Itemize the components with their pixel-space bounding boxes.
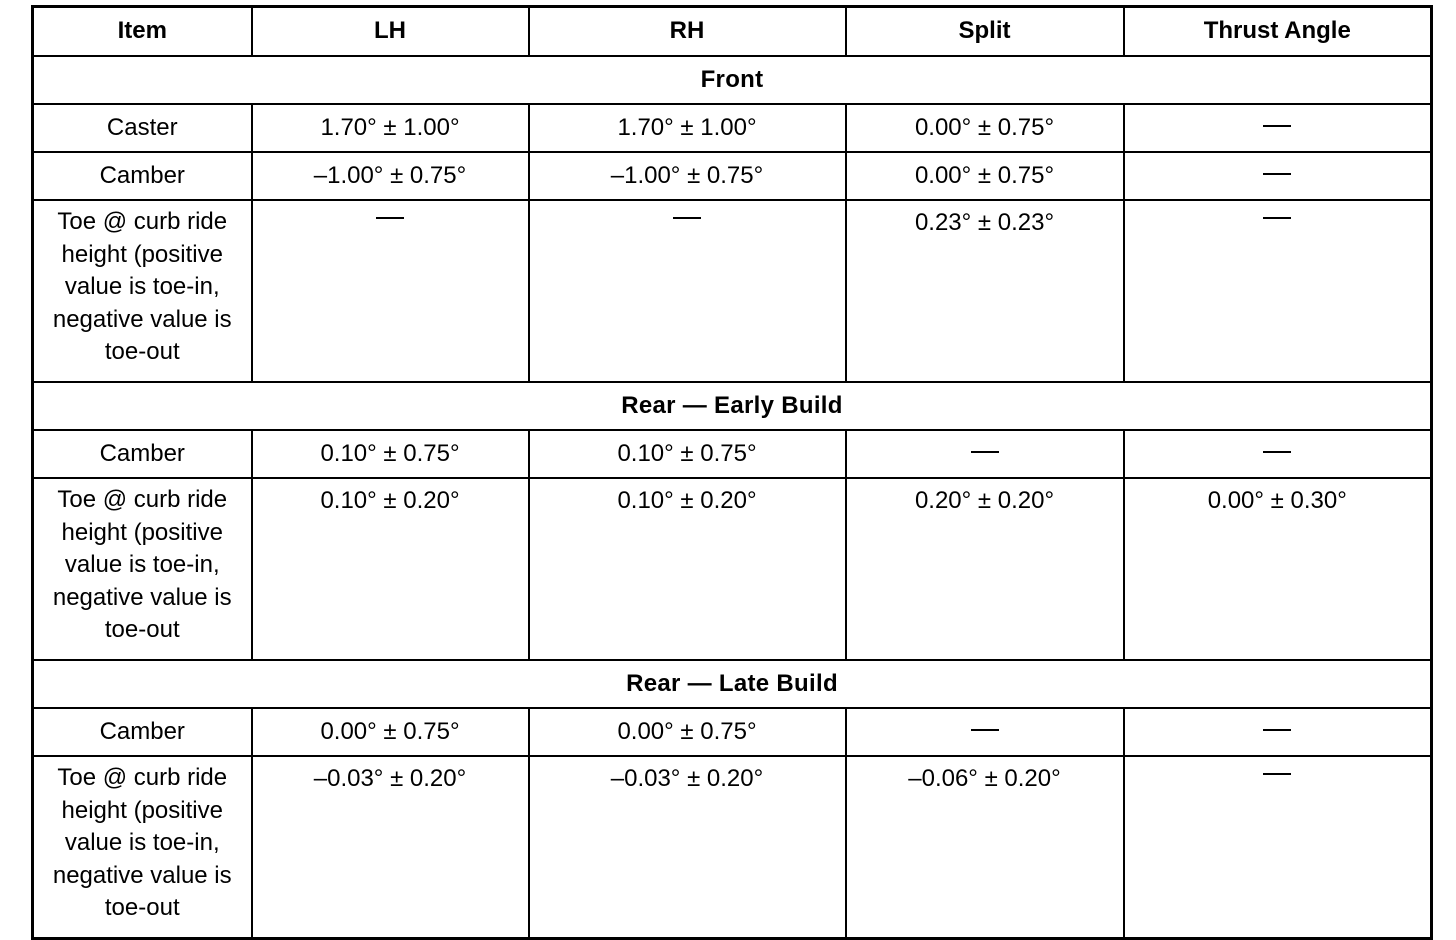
rh-cell: 0.10° ± 0.20° [529, 478, 846, 660]
thrust-angle-dash-cell [1124, 756, 1432, 939]
rh-cell: 1.70° ± 1.00° [529, 104, 846, 152]
dash-mark [1263, 773, 1291, 775]
dash-mark [1263, 729, 1291, 731]
thrust-angle-dash-cell [1124, 708, 1432, 756]
item-cell: Camber [33, 430, 252, 478]
item-cell: Toe @ curb ride height (positive value is toe-in, negative value is toe-out [33, 756, 252, 939]
section-row [33, 382, 1432, 430]
split-cell: –0.06° ± 0.20° [846, 756, 1124, 939]
header-row [33, 7, 1432, 57]
lh-cell: –1.00° ± 0.75° [252, 152, 529, 200]
lh-cell: –0.03° ± 0.20° [252, 756, 529, 939]
split-dash-cell [846, 708, 1124, 756]
item-cell: Toe @ curb ride height (positive value is toe-in, negative value is toe-out [33, 200, 252, 382]
table-body [33, 7, 1432, 939]
item-cell: Camber [33, 708, 252, 756]
section-row [33, 56, 1432, 104]
column-header-item: Item [33, 7, 252, 57]
dash-mark [1263, 173, 1291, 175]
thrust-angle-dash-cell [1124, 104, 1432, 152]
thrust-angle-dash-cell [1124, 200, 1432, 382]
table-row [33, 708, 1432, 756]
lh-cell: 0.10° ± 0.20° [252, 478, 529, 660]
column-header-rh: RH [529, 7, 846, 57]
lh-cell: 0.10° ± 0.75° [252, 430, 529, 478]
alignment-spec-table [31, 5, 1433, 940]
column-header-split: Split [846, 7, 1124, 57]
thrust-angle-dash-cell [1124, 430, 1432, 478]
section-title: Rear — Late Build [33, 660, 1432, 708]
table-row [33, 200, 1432, 382]
table-row [33, 478, 1432, 660]
thrust-angle-cell: 0.00° ± 0.30° [1124, 478, 1432, 660]
rh-dash-cell [529, 200, 846, 382]
split-cell: 0.23° ± 0.23° [846, 200, 1124, 382]
table-row [33, 104, 1432, 152]
item-cell: Toe @ curb ride height (positive value is toe-in, negative value is toe-out [33, 478, 252, 660]
table-row [33, 430, 1432, 478]
dash-mark [971, 451, 999, 453]
dash-mark [971, 729, 999, 731]
split-cell: 0.00° ± 0.75° [846, 104, 1124, 152]
section-title: Rear — Early Build [33, 382, 1432, 430]
lh-dash-cell [252, 200, 529, 382]
rh-cell: –1.00° ± 0.75° [529, 152, 846, 200]
split-dash-cell [846, 430, 1124, 478]
split-cell: 0.20° ± 0.20° [846, 478, 1124, 660]
table-row [33, 756, 1432, 939]
dash-mark [1263, 451, 1291, 453]
rh-cell: –0.03° ± 0.20° [529, 756, 846, 939]
section-row [33, 660, 1432, 708]
item-cell: Camber [33, 152, 252, 200]
rh-cell: 0.10° ± 0.75° [529, 430, 846, 478]
dash-mark [376, 217, 404, 219]
dash-mark [673, 217, 701, 219]
section-title: Front [33, 56, 1432, 104]
dash-mark [1263, 125, 1291, 127]
column-header-thrust-angle: Thrust Angle [1124, 7, 1432, 57]
lh-cell: 1.70° ± 1.00° [252, 104, 529, 152]
thrust-angle-dash-cell [1124, 152, 1432, 200]
dash-mark [1263, 217, 1291, 219]
split-cell: 0.00° ± 0.75° [846, 152, 1124, 200]
lh-cell: 0.00° ± 0.75° [252, 708, 529, 756]
item-cell: Caster [33, 104, 252, 152]
table-row [33, 152, 1432, 200]
rh-cell: 0.00° ± 0.75° [529, 708, 846, 756]
column-header-lh: LH [252, 7, 529, 57]
